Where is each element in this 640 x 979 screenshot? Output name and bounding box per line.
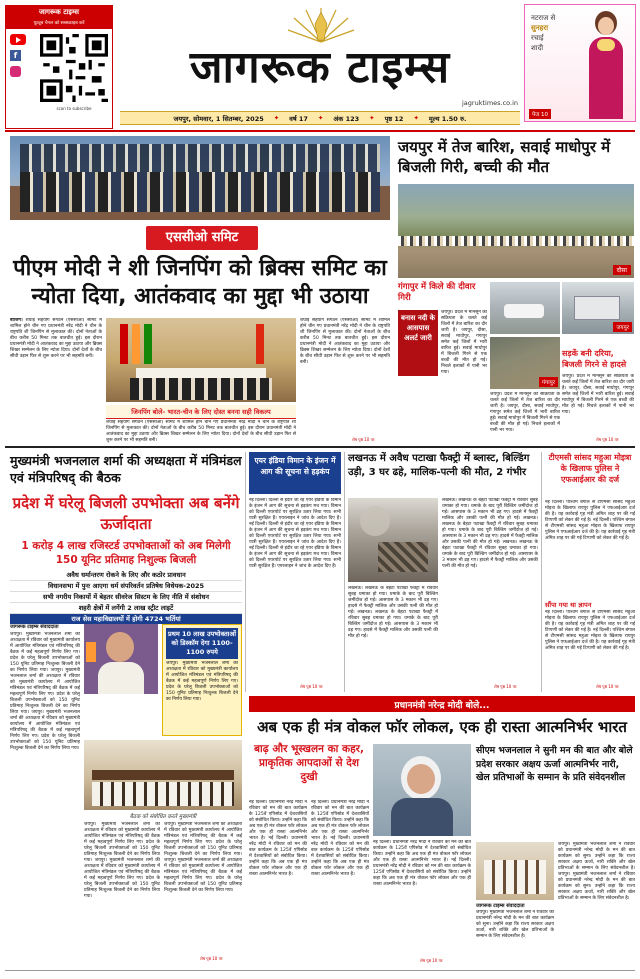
info-sep: ✦ [413, 114, 419, 122]
pm-body-col2 [311, 800, 369, 956]
mahua-text-3: नई दिल्ली। पश्चिम बंगाल से टीएमसी सांसद महुआ मोइत्रा के खिलाफ रायपुर पुलिस ने एफआईआर दर्ज की है। यह कार्रवाई गृह मंत्री अमित शाह पर की गई टिप्पणी को लेकर की गई है। [545, 610, 635, 633]
column-divider [541, 452, 542, 692]
rain-body [441, 310, 487, 436]
info-year: वर्ष 17 [289, 114, 308, 123]
pm-text-col2b: नई दिल्ली। प्रधानमंत्री नरेंद्र मोदी ने रविवार को मन की बात कार्यक्रम के 125वें एपिसोड में देशवासियों को संबोधित किया। उन्होंने कहा कि अब एक ही मंत्र वोकल फॉर लोकल और एक ही रास्ता आत्मनिर्भर भारत है। [311, 836, 369, 877]
pm-headline[interactable]: अब एक ही मंत्र वोकल फॉर लोकल, एक ही रास्ता आत्मनिर्भर भारत [257, 718, 627, 736]
rain-body-col2 [490, 392, 560, 438]
sco-dateline: बीजिंग। [10, 318, 23, 323]
rain-side-headline: सड़कें बनी दरिया, बिजली गिरने से हादसे [562, 349, 627, 369]
masthead-rule [5, 130, 635, 132]
rain-flood-photo [398, 184, 634, 278]
column-divider [245, 452, 246, 692]
sco-headline[interactable]: पीएम मोदी ने शी जिनपिंग को ब्रिक्स समिट का न्योता दिया, आतंकवाद का मुद्दा भी उठाया [13, 256, 387, 309]
airindia-text-3: नई दिल्ली। दिल्ली से इंदौर जा रहे एयर इंडिया के विमान के इंजन में आग की सूचना से हड़कंप मच गया। विमान को दिल्ली एयरपोर्ट पर सुरक्षित उतार लिया गया। सभी यात्री सुरक्षित हैं। एयरलाइन ने जांच के आदेश दिए हैं। [249, 546, 341, 569]
cm-bullet: विधानसभा में पुनः आएगा धर्म संपरिवर्तन प्रतिषेध विधेयक-2025 [10, 581, 242, 592]
blast-text-2: लखनऊ। लखनऊ के बेहटा पटाखा फैक्ट्री में रविवार सुबह धमाका हो गया। धमाके के बाद पूरी बिल्डिंग जमींदोज हो गई। आसपास के 3 मकान भी ढह गए। हादसे में फैक्ट्री मालिक और उसकी पत्नी की मौत हो गई। [348, 610, 438, 639]
sco-body-col3 [300, 318, 390, 436]
blast-text-col2b: लखनऊ। लखनऊ के बेहटा पटाखा फैक्ट्री में रविवार सुबह धमाका हो गया। धमाके के बाद पूरी बिल्डिंग जमींदोज हो गई। आसपास के 3 मकान भी ढह गए। हादसे में फैक्ट्री मालिक और उसकी पत्नी की मौत हो गई। [442, 516, 538, 545]
qr-sub: यूट्यूब चैनल को सब्सक्राइब करें [6, 19, 112, 29]
blast-body [348, 586, 438, 684]
blast-continued[interactable]: शेष पृष्ठ 10 पर [494, 684, 517, 689]
rain-car-photo [490, 282, 560, 334]
mahua-text-4: नई दिल्ली। पश्चिम बंगाल से टीएमसी सांसद महुआ मोइत्रा के खिलाफ रायपुर पुलिस ने एफआईआर दर्ज की है। यह कार्रवाई गृह मंत्री अमित शाह पर की गई टिप्पणी को लेकर की गई है। [545, 628, 635, 651]
cm-text-col2: जयपुर। मुख्यमंत्री भजनलाल शर्मा की अध्यक्षता में रविवार को मुख्यमंत्री कार्यालय में आयोजित मंत्रिमंडल एवं मंत्रिपरिषद् की बैठक में कई महत्वपूर्ण निर्णय लिए गए। प्रदेश के घरेलू बिजली उपभोक्ताओं को 150 यूनिट प्रतिमाह निःशुल्क बिजली देने का निर्णय लिया गया। [84, 822, 160, 863]
sco-body-col2 [106, 420, 296, 444]
sco-body [10, 318, 102, 440]
website-url[interactable]: jagruktimes.co.in [462, 99, 519, 107]
rain-wall-headline: गंगापुर में किले की दीवार गिरी [398, 282, 476, 303]
instagram-icon [10, 66, 21, 77]
ad-line: रचाई [531, 34, 544, 42]
cm-body-col2 [84, 822, 160, 962]
youtube-icon [10, 34, 26, 45]
qr-label: जागरूक टाइम्स [6, 6, 112, 19]
cm2-body-col2 [558, 842, 635, 966]
cm-text-col3: जयपुर। मुख्यमंत्री भजनलाल शर्मा की अध्यक्षता में रविवार को मुख्यमंत्री कार्यालय में आयोजित मंत्रिमंडल एवं मंत्रिपरिषद् की बैठक में कई महत्वपूर्ण निर्णय लिए गए। प्रदेश के घरेलू बिजली उपभोक्ताओं को 150 यूनिट प्रतिमाह निःशुल्क बिजली देने का निर्णय लिया गया। [164, 822, 242, 857]
cm2-photo [476, 842, 554, 900]
rain-side-body [562, 374, 634, 436]
logo-ornament [286, 4, 356, 44]
ad-page-ref: पेज 10 [529, 109, 551, 119]
pm-banner-text: प्रधानमंत्री नरेन्द्र मोदी बोले... [394, 700, 490, 711]
cm2-headline[interactable]: सीएम भजनलाल ने सुनी मन की बात और बोले प्रदेश सरकार अक्षय ऊर्जा आत्मनिर्भर नारी, खेल प्रतिभाओं के सम्मान के प्रति संवेदनशील [476, 745, 633, 783]
pm-photo [373, 744, 471, 836]
airindia-headline[interactable]: एयर इंडिया विमान के इंजन में आग की सूचना से हड़कंप [254, 456, 336, 476]
rain-headline[interactable]: जयपुर में तेज बारिश, सवाई माधोपुर में बिजली गिरी, बच्ची की मौत [398, 138, 611, 176]
airindia-body [249, 498, 341, 684]
mahua-headline[interactable]: टीएमसी सांसद महुआ मोइत्रा के खिलाफ पुलिस ने एफआईआर की दर्ज [548, 453, 632, 484]
cm-text-3: जयपुर। मुख्यमंत्री भजनलाल शर्मा की अध्यक्षता में रविवार को मुख्यमंत्री कार्यालय में आयोजित मंत्रिमंडल एवं मंत्रिपरिषद् की बैठक में कई महत्वपूर्ण निर्णय लिए गए। प्रदेश के घरेलू बिजली उपभोक्ताओं को 150 यूनिट प्रतिमाह निःशुल्क बिजली देने का निर्णय लिया गया। [10, 710, 80, 751]
pm-body-col3 [373, 840, 471, 956]
pm-text-col3b: नई दिल्ली। प्रधानमंत्री नरेंद्र मोदी ने रविवार को मन की बात कार्यक्रम के 125वें एपिसोड में देशवासियों को संबोधित किया। उन्होंने कहा कि अब एक ही मंत्र वोकल फॉर लोकल और एक ही रास्ता आत्मनिर्भर भारत है। [373, 858, 471, 887]
sco-meeting-photo [106, 318, 296, 402]
cm2-body [476, 910, 554, 966]
cm-body [10, 632, 80, 962]
info-sep: ✦ [273, 114, 280, 122]
cm-yellow-box [162, 624, 242, 736]
blast-text-col2: लखनऊ। लखनऊ के बेहटा पटाखा फैक्ट्री में रविवार सुबह धमाका हो गया। धमाके के बाद पूरी बिल्डिंग जमींदोज हो गई। आसपास के 3 मकान भी ढह गए। हादसे में फैक्ट्री मालिक और उसकी पत्नी की मौत हो गई। [442, 498, 538, 521]
sco-tag: एससीओ समिट [146, 226, 258, 250]
blast-text: लखनऊ। लखनऊ के बेहटा पटाखा फैक्ट्री में रविवार सुबह धमाका हो गया। धमाके के बाद पूरी बिल्डिंग जमींदोज हो गई। आसपास के 3 मकान भी ढह गए। हादसे में फैक्ट्री मालिक और उसकी पत्नी की मौत हो गई। [348, 586, 438, 615]
cm-bullet: शहरी क्षेत्रों में लगेंगी 2 लाख स्ट्रीट लाइटें [10, 603, 242, 614]
blast-text-col2c: लखनऊ। लखनऊ के बेहटा पटाखा फैक्ट्री में रविवार सुबह धमाका हो गया। धमाके के बाद पूरी बिल्डिंग जमींदोज हो गई। आसपास के 3 मकान भी ढह गए। हादसे में फैक्ट्री मालिक और उसकी पत्नी की मौत हो गई। [442, 540, 538, 569]
mahua-text: नई दिल्ली। पश्चिम बंगाल से टीएमसी सांसद महुआ मोइत्रा के खिलाफ रायपुर पुलिस ने एफआईआर दर्ज की है। यह कार्रवाई गृह मंत्री अमित शाह पर की गई टिप्पणी को लेकर की गई है। [545, 500, 635, 523]
rain-box-title: बनास नदी के आसपास अलर्ट जारी [400, 314, 436, 342]
ad-line: सुनहरा [531, 24, 549, 32]
rain-photo2-label: जयपुर [613, 322, 632, 332]
column-divider [344, 452, 345, 692]
airindia-continued[interactable]: शेष पृष्ठ 10 पर [300, 684, 323, 689]
cm-bullet: अवैध धर्मान्तरण रोकने के लिए और कठोर प्रावधान [10, 570, 242, 581]
sco-photo-caption: जिनपिंग बोले- भारत-चीन के लिए दोस्त बनना सही विकल्प [106, 405, 296, 419]
cm-text: जयपुर। मुख्यमंत्री भजनलाल शर्मा की अध्यक्षता में रविवार को मुख्यमंत्री कार्यालय में आयोजित मंत्रिमंडल एवं मंत्रिपरिषद् की बैठक में कई महत्वपूर्ण निर्णय लिए गए। प्रदेश के घरेलू बिजली उपभोक्ताओं को 150 यूनिट प्रतिमाह निःशुल्क बिजली देने का निर्णय लिया गया। [10, 632, 80, 673]
ad-model-figure [583, 9, 629, 119]
rain-bus-photo [562, 282, 634, 334]
rain-box [398, 310, 438, 376]
info-issue: अंक 123 [333, 114, 360, 123]
info-date: जयपुर, सोमवार, 1 सितम्बर, 2025 [173, 114, 264, 123]
cm-text-col2b: जयपुर। मुख्यमंत्री भजनलाल शर्मा की अध्यक्षता में रविवार को मुख्यमंत्री कार्यालय में आयोजित मंत्रिमंडल एवं मंत्रिपरिषद् की बैठक में कई महत्वपूर्ण निर्णय लिए गए। प्रदेश के घरेलू बिजली उपभोक्ताओं को 150 यूनिट प्रतिमाह निःशुल्क बिजली देने का निर्णय लिया गया। [84, 858, 160, 899]
blast-headline[interactable]: लखनऊ में अवैध पटाखा फैक्ट्री में ब्लास्ट, बिल्डिंग उड़ी, 3 घर ढहे, मालिक-पत्नी की मौत, 2 गंभीर [348, 453, 530, 478]
mahua-continued[interactable]: शेष पृष्ठ 10 पर [596, 684, 619, 689]
info-price: मूल्य 1.50 रु. [428, 114, 467, 123]
masthead-title: जागरूक टाइम्स [189, 42, 451, 93]
sco-text: शंघाई सहयोग संगठन (एससीओ) समिट में शामिल होने चीन गए प्रधानमंत्री नरेंद्र मोदी ने चीन के राष्ट्रपति शी जिनपिंग से मुलाकात की। दोनों नेताओं के बीच करीब 50 मिनट तक बातचीत हुई। इस दौरान प्रधानमंत्री मोदी ने आतंकवाद का मुद्दा उठाया और ब्रिक्स शिखर सम्मेलन के लिए न्योता दिया। दोनों देशों के बीच सीधी उड़ान फिर से शुरू करने पर भी सहमति बनी। [10, 318, 102, 359]
facebook-icon: f [10, 50, 21, 61]
pm-text: नई दिल्ली। प्रधानमंत्री नरेंद्र मोदी ने रविवार को मन की बात कार्यक्रम के 125वें एपिसोड में देशवासियों को संबोधित किया। उन्होंने कहा कि अब एक ही मंत्र वोकल फॉर लोकल और एक ही रास्ता आत्मनिर्भर भारत है। [249, 800, 307, 841]
ad-line: शादी [531, 44, 544, 52]
rain-photo-label: दौसा [613, 265, 631, 275]
cm2-text-col2: जयपुर। मुख्यमंत्री भजनलाल शर्मा ने रविवार को प्रधानमंत्री नरेन्द्र मोदी के मन की बात कार्यक्रम को सुना। उन्होंने कहा कि राज्य सरकार अक्षय ऊर्जा, नारी शक्ति और खेल प्रतिभाओं के सम्मान के लिए संवेदनशील है। [558, 842, 635, 871]
info-pages: पृष्ठ 12 [384, 114, 404, 123]
rain-photo3-label: गंगापुर [539, 377, 558, 387]
cm-bullet: सभी नगरीय निकायों में बेहतर सीवरेज सिस्टम के लिए नीति में संशोधन [10, 592, 242, 603]
mahua-body-2 [545, 610, 635, 684]
ad-corner[interactable] [524, 4, 636, 122]
pm-text-col2: नई दिल्ली। प्रधानमंत्री नरेंद्र मोदी ने रविवार को मन की बात कार्यक्रम के 125वें एपिसोड में देशवासियों को संबोधित किया। उन्होंने कहा कि अब एक ही मंत्र वोकल फॉर लोकल और एक ही रास्ता आत्मनिर्भर भारत है। [311, 800, 369, 841]
pm-banner [249, 696, 635, 712]
sco-text-more: शंघाई सहयोग संगठन (एससीओ) समिट में शामिल होने चीन गए प्रधानमंत्री नरेंद्र मोदी ने चीन के राष्ट्रपति शी जिनपिंग से मुलाकात की। दोनों नेताओं के बीच करीब 50 मिनट तक बातचीत हुई। इस दौरान प्रधानमंत्री मोदी ने आतंकवाद का मुद्दा उठाया और ब्रिक्स शिखर सम्मेलन के लिए न्योता दिया। दोनों देशों के बीच सीधी उड़ान फिर से शुरू करने पर भी सहमति बनी। [106, 420, 296, 443]
cm-headline[interactable]: मुख्यमंत्री भजनलाल शर्मा की अध्यक्षता में मंत्रिमंडल एवं मंत्रिपरिषद् की बैठक [10, 453, 242, 485]
airindia-text: नई दिल्ली। दिल्ली से इंदौर जा रहे एयर इंडिया के विमान के इंजन में आग की सूचना से हड़कंप मच गया। विमान को दिल्ली एयरपोर्ट पर सुरक्षित उतार लिया गया। सभी यात्री सुरक्षित हैं। एयरलाइन ने जांच के आदेश दिए हैं। [249, 498, 341, 521]
sco-text-col3: शंघाई सहयोग संगठन (एससीओ) समिट में शामिल होने चीन गए प्रधानमंत्री नरेंद्र मोदी ने चीन के राष्ट्रपति शी जिनपिंग से मुलाकात की। दोनों नेताओं के बीच करीब 50 मिनट तक बातचीत हुई। इस दौरान प्रधानमंत्री मोदी ने आतंकवाद का मुद्दा उठाया और ब्रिक्स शिखर सम्मेलन के लिए न्योता दिया। दोनों देशों के बीच सीधी उड़ान फिर से शुरू करने पर भी सहमति बनी। [300, 318, 390, 365]
ad-line: नटराज से [531, 14, 556, 22]
rain-gangapur-photo [490, 337, 560, 389]
cm-box-text: जयपुर। मुख्यमंत्री भजनलाल शर्मा की अध्यक्षता में रविवार को मुख्यमंत्री कार्यालय में आयोजित मंत्रिमंडल एवं मंत्रिपरिषद् की बैठक में कई महत्वपूर्ण निर्णय लिए गए। प्रदेश के घरेलू बिजली उपभोक्ताओं को 150 यूनिट प्रतिमाह निःशुल्क बिजली देने का निर्णय लिया गया। [166, 661, 238, 702]
qr-code[interactable] [40, 34, 108, 102]
rain-text: जयपुर। प्रदेश में मानसून की सक्रियता के चलते कई जिलों में तेज बारिश का दौर जारी है। जयपुर, दौसा, सवाई माधोपुर, गंगापुर समेत कई जिलों में भारी बारिश हुई। सवाई माधोपुर में बिजली गिरने से एक बच्ची की मौत हो गई। निचले इलाकों में पानी भर गया। [441, 310, 487, 375]
rain-text-col2: जयपुर। प्रदेश में मानसून की सक्रियता के चलते कई जिलों में तेज बारिश का दौर जारी है। जयपुर, दौसा, सवाई माधोपुर, गंगापुर समेत कई जिलों में भारी बारिश हुई। सवाई माधोपुर में बिजली गिरने से एक बच्ची की मौत हो गई। निचले इलाकों में पानी भर गया। [490, 392, 560, 433]
cm2-reporter: जागरूक टाइम्स संवाददाता [476, 903, 525, 909]
airindia-text-2: नई दिल्ली। दिल्ली से इंदौर जा रहे एयर इंडिया के विमान के इंजन में आग की सूचना से हड़कंप मच गया। विमान को दिल्ली एयरपोर्ट पर सुरक्षित उतार लिया गया। सभी यात्री सुरक्षित हैं। एयरलाइन ने जांच के आदेश दिए हैं। [249, 522, 341, 545]
info-sep: ✦ [369, 114, 375, 122]
cm-meeting-photo [84, 740, 242, 810]
pm-body [249, 800, 307, 956]
pm-text-2: नई दिल्ली। प्रधानमंत्री नरेंद्र मोदी ने रविवार को मन की बात कार्यक्रम के 125वें एपिसोड में देशवासियों को संबोधित किया। उन्होंने कहा कि अब एक ही मंत्र वोकल फॉर लोकल और एक ही रास्ता आत्मनिर्भर भारत है। [249, 836, 307, 877]
cm-portrait-photo [84, 624, 158, 694]
cm-text-2: जयपुर। मुख्यमंत्री भजनलाल शर्मा की अध्यक्षता में रविवार को मुख्यमंत्री कार्यालय में आयोजित मंत्रिमंडल एवं मंत्रिपरिषद् की बैठक में कई महत्वपूर्ण निर्णय लिए गए। प्रदेश के घरेलू बिजली उपभोक्ताओं को 150 यूनिट प्रतिमाह निःशुल्क बिजली देने का निर्णय लिया गया। [10, 668, 80, 715]
sco-group-photo [10, 136, 390, 220]
airindia-head-box [249, 452, 341, 494]
cm-sub2: 1 करोड़ 4 लाख रजिस्टर्ड उपभोक्ताओं को अब मिलेगी 150 यूनिट प्रतिमाह निशुल्क बिजली [21, 540, 231, 566]
cm2-text: जयपुर। मुख्यमंत्री भजनलाल शर्मा ने रविवार को प्रधानमंत्री नरेन्द्र मोदी के मन की बात कार्यक्रम को सुना। उन्होंने कहा कि राज्य सरकार अक्षय ऊर्जा, नारी शक्ति और खेल प्रतिभाओं के सम्मान के लिए संवेदनशील है। [476, 910, 554, 939]
cm-reporter: जागरूक टाइम्स संवाददाता [10, 624, 59, 630]
cm-sub1: प्रदेश में घरेलू बिजली उपभोक्ता अब बनेंगे ऊर्जादाता [12, 494, 240, 533]
cm-continued[interactable]: शेष पृष्ठ 10 पर [200, 956, 223, 961]
info-bar [120, 111, 520, 125]
info-sep: ✦ [317, 114, 324, 122]
pm-side-headline: बाढ़ और भूस्खलन का कहर, प्राकृतिक आपदाओं से देश दुखी [254, 743, 364, 783]
cm-box-head: प्रथम 10 लाख उपभोक्ताओं को डिस्कॉम देगा 1100-1100 रुपये [166, 628, 238, 659]
pm-text-col3: नई दिल्ली। प्रधानमंत्री नरेंद्र मोदी ने रविवार को मन की बात कार्यक्रम के 125वें एपिसोड में देशवासियों को संबोधित किया। उन्होंने कहा कि अब एक ही मंत्र वोकल फॉर लोकल और एक ही रास्ता आत्मनिर्भर भारत है। [373, 840, 471, 863]
mahua-sub: सौंपा गया था ज्ञापन [545, 601, 592, 609]
cm-text-col3b: जयपुर। मुख्यमंत्री भजनलाल शर्मा की अध्यक्षता में रविवार को मुख्यमंत्री कार्यालय में आयोजित मंत्रिमंडल एवं मंत्रिपरिषद् की बैठक में कई महत्वपूर्ण निर्णय लिए गए। प्रदेश के घरेलू बिजली उपभोक्ताओं को 150 यूनिट प्रतिमाह निःशुल्क बिजली देने का निर्णय लिया गया। [164, 858, 242, 893]
qr-block [5, 5, 113, 129]
mahua-text-2: नई दिल्ली। पश्चिम बंगाल से टीएमसी सांसद महुआ मोइत्रा के खिलाफ रायपुर पुलिस ने एफआईआर दर्ज की है। यह कार्रवाई गृह मंत्री अमित शाह पर की गई टिप्पणी को लेकर की गई है। [545, 518, 635, 541]
cm-bullets [10, 570, 242, 624]
footer-rule [5, 970, 635, 971]
rain-continued[interactable]: शेष पृष्ठ 10 पर [596, 437, 619, 442]
blast-body-col2 [442, 498, 538, 684]
cm-body-col3 [164, 822, 242, 954]
mahua-body [545, 500, 635, 598]
sco-continued[interactable]: शेष पृष्ठ 10 पर [352, 437, 375, 442]
link-hint: scan to subscribe [56, 106, 92, 111]
blast-photo [348, 498, 438, 582]
cm-photo-caption: बैठक को संबोधित करते मुख्यमंत्री [129, 814, 197, 820]
section-rule [5, 446, 635, 448]
pm-continued[interactable]: शेष पृष्ठ 10 पर [420, 958, 443, 963]
cm-bullet: राज सेस महाविद्यालयों में होगी 4724 भर्तियां [10, 614, 242, 624]
cm2-text-col2b: जयपुर। मुख्यमंत्री भजनलाल शर्मा ने रविवार को प्रधानमंत्री नरेन्द्र मोदी के मन की बात कार्यक्रम को सुना। उन्होंने कहा कि राज्य सरकार अक्षय ऊर्जा, नारी शक्ति और खेल प्रतिभाओं के सम्मान के लिए संवेदनशील है। [558, 872, 635, 901]
rain-side-text: जयपुर। प्रदेश में मानसून की सक्रियता के चलते कई जिलों में तेज बारिश का दौर जारी है। जयपुर, दौसा, सवाई माधोपुर, गंगापुर समेत कई जिलों में भारी बारिश हुई। सवाई माधोपुर में बिजली गिरने से एक बच्ची की मौत हो गई। निचले इलाकों में पानी भर गया। [562, 374, 634, 415]
